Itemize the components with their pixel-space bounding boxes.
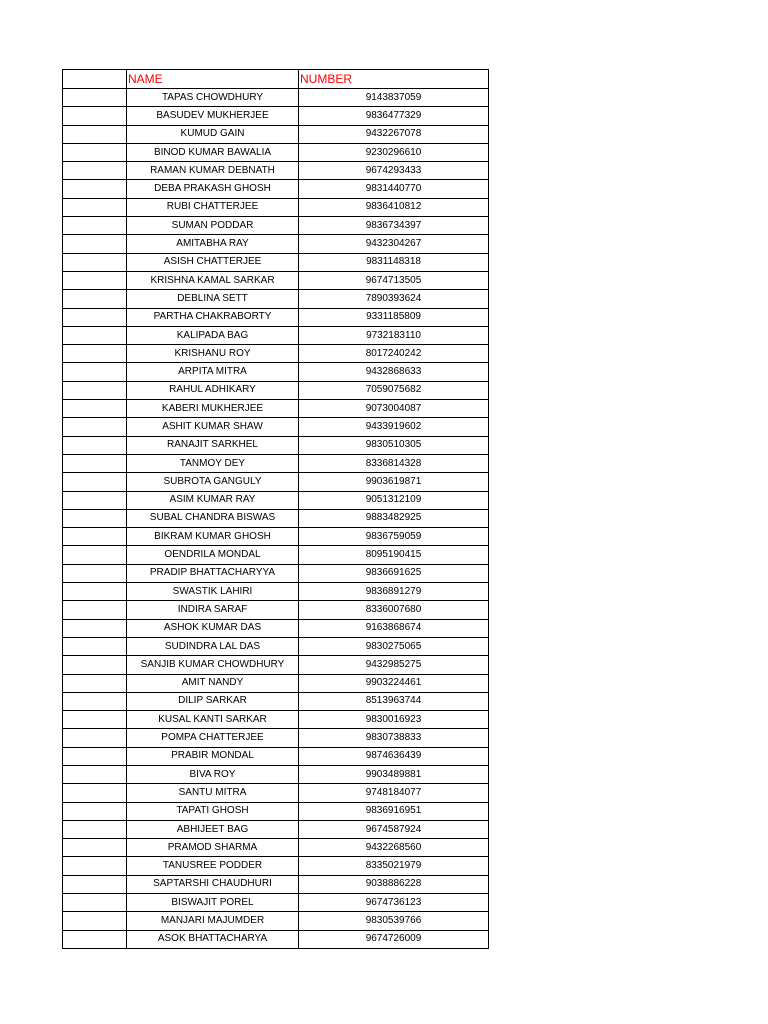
table-row	[63, 454, 489, 472]
row-index-cell[interactable]	[63, 747, 127, 765]
number-cell[interactable]: 7890393624	[299, 290, 489, 308]
name-cell[interactable]: BIKRAM KUMAR GHOSH	[127, 528, 299, 546]
table-row	[63, 381, 489, 399]
name-cell[interactable]: SANTU MITRA	[127, 784, 299, 802]
name-cell[interactable]: RANAJIT SARKHEL	[127, 436, 299, 454]
number-cell[interactable]: 9836759059	[299, 528, 489, 546]
header-cell-name[interactable]: NAME	[127, 70, 299, 89]
row-index-cell[interactable]	[63, 729, 127, 747]
table-row	[63, 180, 489, 198]
row-index-cell[interactable]	[63, 711, 127, 729]
table-row	[63, 400, 489, 418]
number-cell[interactable]: 9836410812	[299, 198, 489, 216]
row-index-cell[interactable]	[63, 912, 127, 930]
row-index-cell[interactable]	[63, 619, 127, 637]
table-row	[63, 637, 489, 655]
number-cell[interactable]: 9143837059	[299, 89, 489, 107]
table-row	[63, 820, 489, 838]
name-cell[interactable]: PRADIP BHATTACHARYYA	[127, 564, 299, 582]
name-cell[interactable]: AMIT NANDY	[127, 674, 299, 692]
name-cell[interactable]: DILIP SARKAR	[127, 692, 299, 710]
name-cell[interactable]: SUBROTA GANGULY	[127, 473, 299, 491]
row-index-cell[interactable]	[63, 418, 127, 436]
row-index-cell[interactable]	[63, 436, 127, 454]
name-cell[interactable]: ASISH CHATTERJEE	[127, 253, 299, 271]
row-index-cell[interactable]	[63, 857, 127, 875]
number-cell[interactable]: 9830016923	[299, 711, 489, 729]
row-index-cell[interactable]	[63, 637, 127, 655]
number-cell[interactable]: 9903619871	[299, 473, 489, 491]
row-index-cell[interactable]	[63, 217, 127, 235]
row-index-cell[interactable]	[63, 546, 127, 564]
table-row	[63, 839, 489, 857]
row-index-cell[interactable]	[63, 802, 127, 820]
number-cell[interactable]: 9230296610	[299, 143, 489, 161]
number-cell[interactable]: 8017240242	[299, 345, 489, 363]
name-cell[interactable]: ASIM KUMAR RAY	[127, 491, 299, 509]
row-index-cell[interactable]	[63, 894, 127, 912]
number-cell[interactable]: 9674726009	[299, 930, 489, 948]
number-cell[interactable]: 9433919602	[299, 418, 489, 436]
row-index-cell[interactable]	[63, 162, 127, 180]
table-row	[63, 747, 489, 765]
name-cell[interactable]: POMPA CHATTERJEE	[127, 729, 299, 747]
number-cell[interactable]: 9674713505	[299, 271, 489, 289]
number-cell[interactable]: 9830539766	[299, 912, 489, 930]
number-cell[interactable]: 9836691625	[299, 564, 489, 582]
name-cell[interactable]: ABHIJEET BAG	[127, 820, 299, 838]
name-cell[interactable]: BIVA ROY	[127, 765, 299, 783]
table-row	[63, 290, 489, 308]
header-cell-number[interactable]: NUMBER	[299, 70, 489, 89]
number-cell[interactable]: 9163868674	[299, 619, 489, 637]
table-row	[63, 418, 489, 436]
number-cell[interactable]: 9830510305	[299, 436, 489, 454]
table-row	[63, 89, 489, 107]
row-index-cell[interactable]	[63, 875, 127, 893]
name-cell[interactable]: BISWAJIT POREL	[127, 894, 299, 912]
name-cell[interactable]: OENDRILA MONDAL	[127, 546, 299, 564]
name-cell[interactable]: SUBAL CHANDRA BISWAS	[127, 509, 299, 527]
number-cell[interactable]: 9432267078	[299, 125, 489, 143]
table-row	[63, 711, 489, 729]
number-cell[interactable]: 8335021979	[299, 857, 489, 875]
table-row	[63, 125, 489, 143]
name-cell[interactable]: RUBI CHATTERJEE	[127, 198, 299, 216]
row-index-cell[interactable]	[63, 308, 127, 326]
table-row	[63, 473, 489, 491]
number-cell[interactable]: 9830275065	[299, 637, 489, 655]
name-cell[interactable]: KUSAL KANTI SARKAR	[127, 711, 299, 729]
table-row	[63, 436, 489, 454]
table-row	[63, 345, 489, 363]
table-row	[63, 363, 489, 381]
name-cell[interactable]: ASHIT KUMAR SHAW	[127, 418, 299, 436]
table-row	[63, 509, 489, 527]
number-cell[interactable]: 7059075682	[299, 381, 489, 399]
name-cell[interactable]: SUDINDRA LAL DAS	[127, 637, 299, 655]
number-cell[interactable]: 9903224461	[299, 674, 489, 692]
row-index-cell[interactable]	[63, 509, 127, 527]
name-cell[interactable]: TAPATI GHOSH	[127, 802, 299, 820]
row-index-cell[interactable]	[63, 198, 127, 216]
row-index-cell[interactable]	[63, 400, 127, 418]
row-index-cell[interactable]	[63, 107, 127, 125]
table-row	[63, 143, 489, 161]
name-cell[interactable]: AMITABHA RAY	[127, 235, 299, 253]
number-cell[interactable]: 9830738833	[299, 729, 489, 747]
name-cell[interactable]: SWASTIK LAHIRI	[127, 583, 299, 601]
table-row	[63, 765, 489, 783]
number-cell[interactable]: 9874636439	[299, 747, 489, 765]
table-row	[63, 326, 489, 344]
row-index-cell[interactable]	[63, 564, 127, 582]
row-index-cell[interactable]	[63, 454, 127, 472]
name-cell[interactable]: SAPTARSHI CHAUDHURI	[127, 875, 299, 893]
name-cell[interactable]: KRISHANU ROY	[127, 345, 299, 363]
row-index-cell[interactable]	[63, 528, 127, 546]
table-row	[63, 564, 489, 582]
header-row	[63, 70, 489, 89]
number-cell[interactable]: 9883482925	[299, 509, 489, 527]
number-cell[interactable]: 8513963744	[299, 692, 489, 710]
row-index-cell[interactable]	[63, 583, 127, 601]
row-index-cell[interactable]	[63, 765, 127, 783]
name-cell[interactable]: MANJARI MAJUMDER	[127, 912, 299, 930]
table-row	[63, 784, 489, 802]
name-cell[interactable]: DEBLINA SETT	[127, 290, 299, 308]
number-cell[interactable]: 9051312109	[299, 491, 489, 509]
number-cell[interactable]: 9748184077	[299, 784, 489, 802]
row-index-cell[interactable]	[63, 692, 127, 710]
number-cell[interactable]: 9432304267	[299, 235, 489, 253]
row-index-cell[interactable]	[63, 491, 127, 509]
name-cell[interactable]: ASOK BHATTACHARYA	[127, 930, 299, 948]
row-index-cell[interactable]	[63, 235, 127, 253]
name-cell[interactable]: KUMUD GAIN	[127, 125, 299, 143]
row-index-cell[interactable]	[63, 839, 127, 857]
row-index-cell[interactable]	[63, 674, 127, 692]
number-cell[interactable]: 9831148318	[299, 253, 489, 271]
name-cell[interactable]: BINOD KUMAR BAWALIA	[127, 143, 299, 161]
row-index-cell[interactable]	[63, 271, 127, 289]
row-index-cell[interactable]	[63, 345, 127, 363]
table-row	[63, 217, 489, 235]
row-index-cell[interactable]	[63, 363, 127, 381]
table-row	[63, 162, 489, 180]
name-cell[interactable]: PRABIR MONDAL	[127, 747, 299, 765]
table-row	[63, 107, 489, 125]
number-cell[interactable]: 9432985275	[299, 656, 489, 674]
table-row	[63, 235, 489, 253]
number-cell[interactable]: 8336007680	[299, 601, 489, 619]
row-index-cell[interactable]	[63, 326, 127, 344]
name-cell[interactable]: SUMAN PODDAR	[127, 217, 299, 235]
table-row	[63, 656, 489, 674]
row-index-cell[interactable]	[63, 473, 127, 491]
number-cell[interactable]: 9836477329	[299, 107, 489, 125]
number-cell[interactable]: 9331185809	[299, 308, 489, 326]
number-cell[interactable]: 9073004087	[299, 400, 489, 418]
number-cell[interactable]: 9836734397	[299, 217, 489, 235]
row-index-cell[interactable]	[63, 381, 127, 399]
row-index-cell[interactable]	[63, 930, 127, 948]
table-row	[63, 894, 489, 912]
table-row	[63, 546, 489, 564]
number-cell[interactable]: 9674587924	[299, 820, 489, 838]
name-cell[interactable]: RAHUL ADHIKARY	[127, 381, 299, 399]
row-index-cell[interactable]	[63, 253, 127, 271]
row-index-cell[interactable]	[63, 820, 127, 838]
name-cell[interactable]: PARTHA CHAKRABORTY	[127, 308, 299, 326]
table-row	[63, 198, 489, 216]
spreadsheet-sheet	[62, 69, 489, 949]
name-cell[interactable]: SANJIB KUMAR CHOWDHURY	[127, 656, 299, 674]
table-row	[63, 729, 489, 747]
number-cell[interactable]: 9732183110	[299, 326, 489, 344]
name-cell[interactable]: INDIRA SARAF	[127, 601, 299, 619]
row-index-cell[interactable]	[63, 784, 127, 802]
number-cell[interactable]: 9831440770	[299, 180, 489, 198]
row-index-cell[interactable]	[63, 143, 127, 161]
row-index-cell[interactable]	[63, 180, 127, 198]
name-cell[interactable]: RAMAN KUMAR DEBNATH	[127, 162, 299, 180]
number-cell[interactable]: 8336814328	[299, 454, 489, 472]
table-row	[63, 930, 489, 948]
number-cell[interactable]: 9432868633	[299, 363, 489, 381]
name-cell[interactable]: DEBA PRAKASH GHOSH	[127, 180, 299, 198]
name-cell[interactable]: TANUSREE PODDER	[127, 857, 299, 875]
header-cell-index[interactable]	[63, 70, 127, 89]
name-cell[interactable]: KABERI MUKHERJEE	[127, 400, 299, 418]
table-row	[63, 912, 489, 930]
contacts-table-body	[63, 70, 489, 949]
name-cell[interactable]: ARPITA MITRA	[127, 363, 299, 381]
contacts-table	[62, 69, 489, 949]
name-cell[interactable]: TANMOY DEY	[127, 454, 299, 472]
table-row	[63, 674, 489, 692]
row-index-cell[interactable]	[63, 89, 127, 107]
table-row	[63, 857, 489, 875]
name-cell[interactable]: ASHOK KUMAR DAS	[127, 619, 299, 637]
table-row	[63, 583, 489, 601]
table-row	[63, 491, 489, 509]
row-index-cell[interactable]	[63, 290, 127, 308]
number-cell[interactable]: 9836916951	[299, 802, 489, 820]
row-index-cell[interactable]	[63, 601, 127, 619]
table-row	[63, 308, 489, 326]
table-row	[63, 619, 489, 637]
number-cell[interactable]: 9674293433	[299, 162, 489, 180]
number-cell[interactable]: 9432268560	[299, 839, 489, 857]
number-cell[interactable]: 9836891279	[299, 583, 489, 601]
table-row	[63, 271, 489, 289]
table-row	[63, 802, 489, 820]
table-row	[63, 253, 489, 271]
table-row	[63, 601, 489, 619]
row-index-cell[interactable]	[63, 656, 127, 674]
number-cell[interactable]: 9903489881	[299, 765, 489, 783]
name-cell[interactable]: TAPAS CHOWDHURY	[127, 89, 299, 107]
name-cell[interactable]: PRAMOD SHARMA	[127, 839, 299, 857]
row-index-cell[interactable]	[63, 125, 127, 143]
number-cell[interactable]: 9674736123	[299, 894, 489, 912]
name-cell[interactable]: BASUDEV MUKHERJEE	[127, 107, 299, 125]
number-cell[interactable]: 8095190415	[299, 546, 489, 564]
table-row	[63, 528, 489, 546]
name-cell[interactable]: KRISHNA KAMAL SARKAR	[127, 271, 299, 289]
name-cell[interactable]: KALIPADA BAG	[127, 326, 299, 344]
number-cell[interactable]: 9038886228	[299, 875, 489, 893]
table-row	[63, 875, 489, 893]
table-row	[63, 692, 489, 710]
